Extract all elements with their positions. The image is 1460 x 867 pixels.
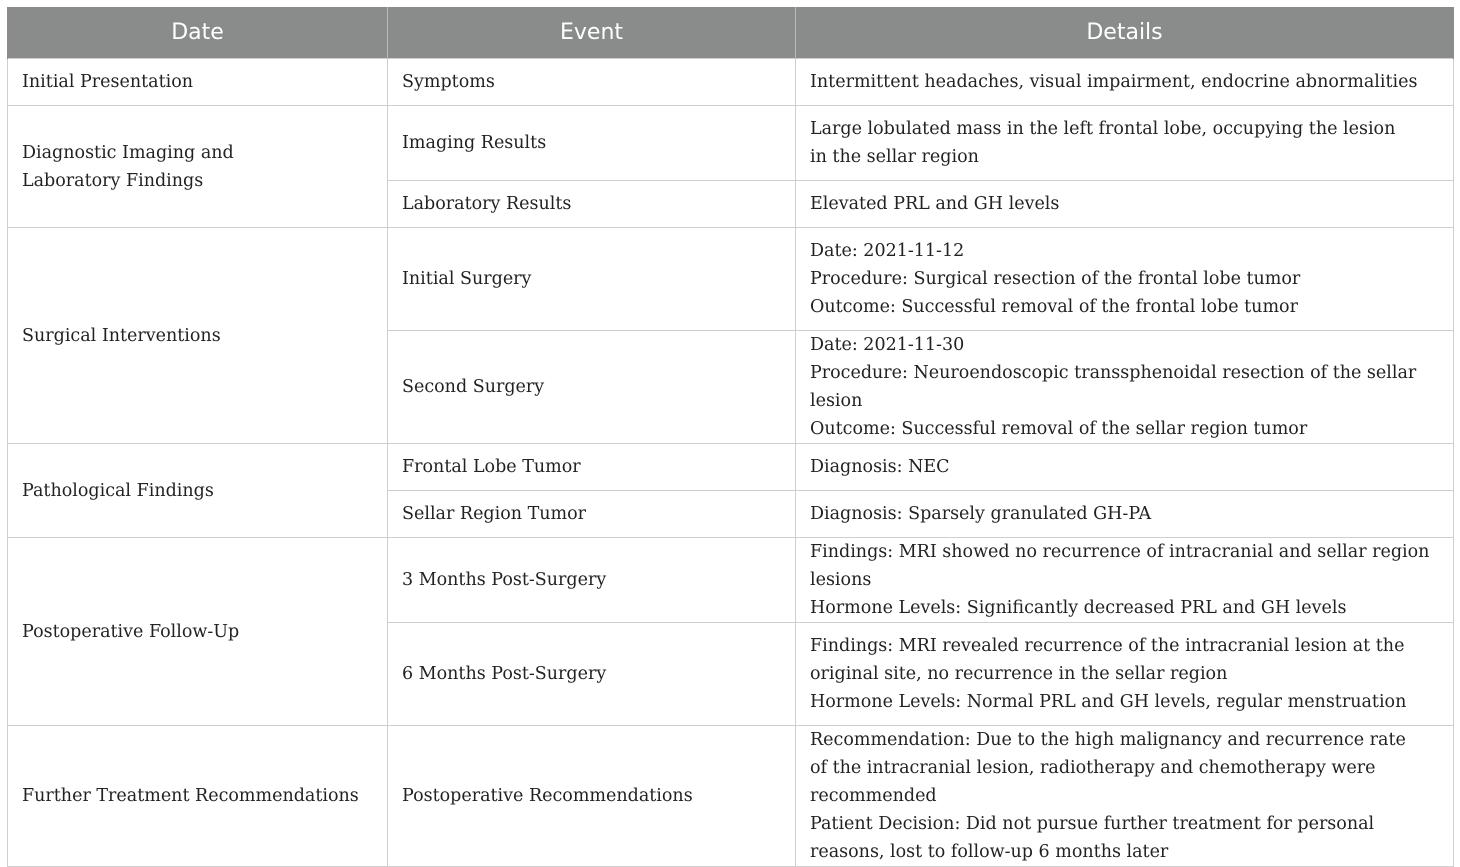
detail-line: Outcome: Successful removal of the sellar region tumor: [810, 419, 1308, 439]
details-cell: [796, 331, 1454, 444]
table-row: [8, 106, 1454, 181]
detail-line: Elevated PRL and GH levels: [810, 194, 1060, 214]
table-row: [8, 228, 1454, 331]
table-body: [8, 59, 1454, 867]
detail-line: Hormone Levels: Significantly decreased PRL and GH levels: [810, 598, 1347, 618]
table-row: [8, 59, 1454, 106]
detail-line: Large lobulated mass in the left frontal lobe, occupying the lesion in the sellar region: [810, 119, 1396, 167]
detail-line: Hormone Levels: Normal PRL and GH levels, regular menstruation: [810, 692, 1407, 712]
detail-line: Diagnosis: NEC: [810, 457, 950, 477]
column-header-event: Event: [388, 7, 796, 59]
column-header-date: Date: [8, 7, 388, 59]
table-row: [8, 538, 1454, 623]
header-row: [8, 7, 1454, 59]
detail-line: Findings: MRI revealed recurrence of the intracranial lesion at the original site, no recurrence in the sellar region: [810, 636, 1405, 684]
detail-line: Intermittent headaches, visual impairment, endocrine abnormalities: [810, 72, 1418, 92]
table-row: [8, 726, 1454, 867]
details-cell: [796, 538, 1454, 623]
details-cell: [796, 106, 1454, 181]
details-cell: [796, 726, 1454, 867]
timeline-table: [7, 7, 1454, 867]
detail-line: Recommendation: Due to the high malignancy and recurrence rate of the intracranial lesion, radiotherapy and chemotherapy were recommended: [810, 730, 1406, 806]
event-cell: 6 Months Post-Surgery: [388, 623, 796, 726]
group-label-cell: Initial Presentation: [8, 59, 388, 106]
event-cell: Second Surgery: [388, 331, 796, 444]
detail-line: Procedure: Neuroendoscopic transsphenoidal resection of the sellar lesion: [810, 363, 1417, 411]
group-label-cell: Further Treatment Recommendations: [8, 726, 388, 867]
details-cell: [796, 228, 1454, 331]
group-label-cell: Surgical Interventions: [8, 228, 388, 444]
detail-line: Findings: MRI showed no recurrence of intracranial and sellar region lesions: [810, 542, 1430, 590]
event-cell: Symptoms: [388, 59, 796, 106]
group-label-cell: [8, 106, 388, 228]
group-label: Diagnostic Imaging and Laboratory Findings: [22, 142, 234, 191]
detail-line: Date: 2021-11-30: [810, 335, 965, 355]
detail-line: Outcome: Successful removal of the frontal lobe tumor: [810, 297, 1298, 317]
details-cell: [796, 59, 1454, 106]
table-row: [8, 444, 1454, 491]
details-cell: [796, 181, 1454, 228]
event-cell: Frontal Lobe Tumor: [388, 444, 796, 491]
column-header-details: Details: [796, 7, 1454, 59]
event-cell: Initial Surgery: [388, 228, 796, 331]
details-cell: [796, 491, 1454, 538]
detail-line: Date: 2021-11-12: [810, 241, 965, 261]
detail-line: Patient Decision: Did not pursue further treatment for personal reasons, lost to follow-up 6 months later: [810, 814, 1375, 862]
detail-line: Procedure: Surgical resection of the frontal lobe tumor: [810, 269, 1301, 289]
event-cell: Postoperative Recommendations: [388, 726, 796, 867]
table-header: [8, 7, 1454, 59]
group-label-cell: Pathological Findings: [8, 444, 388, 538]
detail-line: Diagnosis: Sparsely granulated GH-PA: [810, 504, 1152, 524]
group-label-cell: Postoperative Follow-Up: [8, 538, 388, 726]
event-cell: Imaging Results: [388, 106, 796, 181]
details-cell: [796, 444, 1454, 491]
event-cell: Laboratory Results: [388, 181, 796, 228]
details-cell: [796, 623, 1454, 726]
event-cell: 3 Months Post-Surgery: [388, 538, 796, 623]
event-cell: Sellar Region Tumor: [388, 491, 796, 538]
